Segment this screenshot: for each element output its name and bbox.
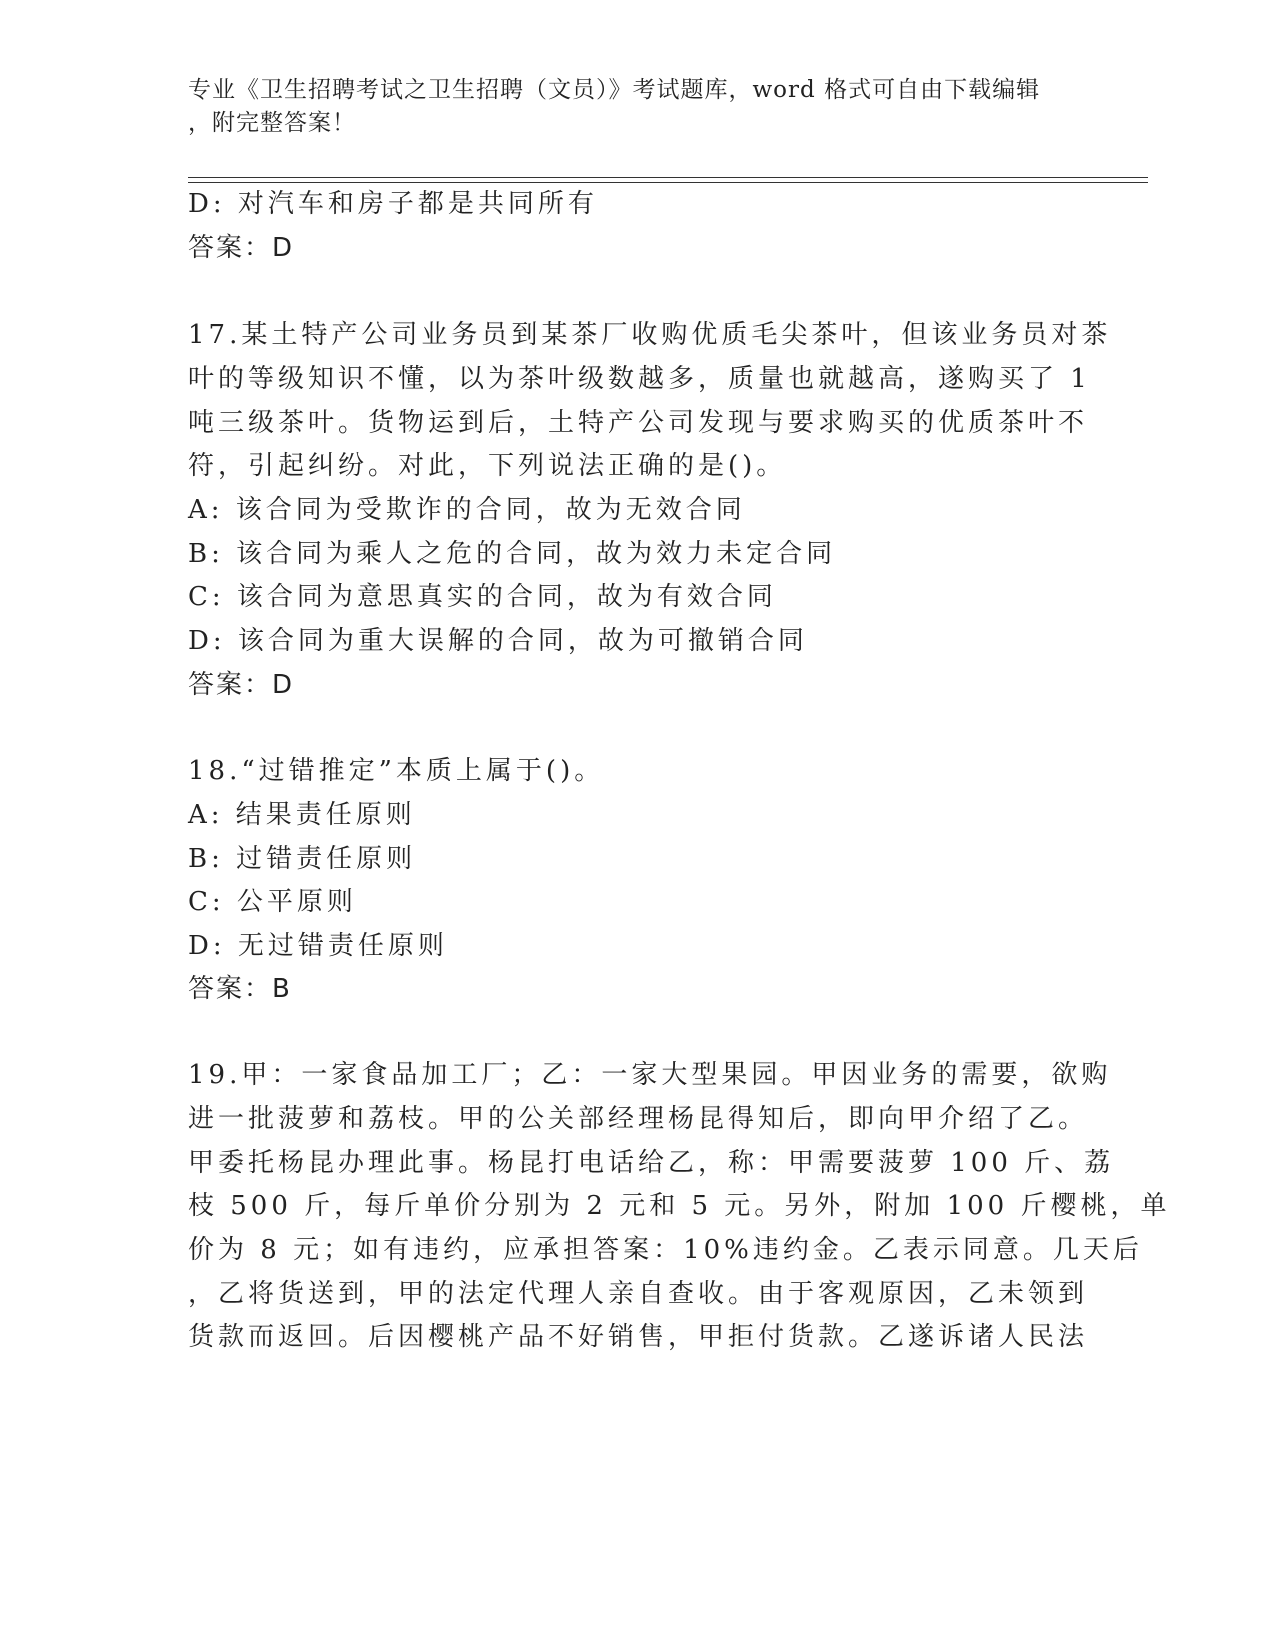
q17-option-d: D: 该合同为重大误解的合同，故为可撤销合同 (188, 626, 808, 656)
q18-option-a: A: 结果责任原则 (188, 800, 416, 830)
q17-option-a: A: 该合同为受欺诈的合同，故为无效合同 (188, 495, 746, 525)
q17-stem-line-4: 符，引起纠纷。对此，下列说法正确的是()。 (188, 451, 787, 481)
header-line-1: 专业《卫生招聘考试之卫生招聘（文员）》考试题库，word 格式可自由下载编辑 (188, 77, 1041, 103)
header-line-2: ，附完整答案！ (188, 110, 356, 136)
q19-stem-line-2: 进一批菠萝和荔枝。甲的公关部经理杨昆得知后，即向甲介绍了乙。 (188, 1104, 1089, 1134)
q19-stem-line-1: 19.甲：一家食品加工厂；乙：一家大型果园。甲因业务的需要，欲购 (188, 1060, 1112, 1090)
q19-stem-line-3: 甲委托杨昆办理此事。杨昆打电话给乙，称：甲需要菠萝 100 斤、荔 (188, 1148, 1115, 1178)
q18-option-d: D: 无过错责任原则 (188, 931, 448, 961)
prev-answer: 答案：D (188, 233, 295, 263)
header-divider-bottom (188, 182, 1148, 183)
q17-answer: 答案：D (188, 670, 295, 700)
prev-option-d: D: 对汽车和房子都是共同所有 (188, 189, 598, 219)
q19-stem-line-4: 枝 500 斤，每斤单价分别为 2 元和 5 元。另外，附加 100 斤樱桃，单 (188, 1191, 1171, 1221)
q17-stem-line-1: 17.某土特产公司业务员到某茶厂收购优质毛尖茶叶，但该业务员对茶 (188, 320, 1112, 350)
q19-stem-line-5: 价为 8 元；如有违约，应承担答案：10%违约金。乙表示同意。几天后 (188, 1235, 1143, 1265)
q18-option-c: C: 公平原则 (188, 887, 357, 917)
q18-option-b: B: 过错责任原则 (188, 844, 417, 874)
q17-stem-line-3: 吨三级茶叶。货物运到后，土特产公司发现与要求购买的优质茶叶不 (188, 408, 1089, 438)
q19-stem-line-6: ，乙将货送到，甲的法定代理人亲自查收。由于客观原因，乙未领到 (188, 1279, 1089, 1309)
document-header (188, 74, 1088, 140)
q17-stem-line-2: 叶的等级知识不懂，以为茶叶级数越多，质量也就越高，遂购买了 1 (188, 364, 1091, 394)
header-divider-top (188, 177, 1148, 178)
q17-option-c: C: 该合同为意思真实的合同，故为有效合同 (188, 582, 777, 612)
q17-option-b: B: 该合同为乘人之危的合同，故为效力未定合同 (188, 539, 837, 569)
q19-stem-line-7: 货款而返回。后因樱桃产品不好销售，甲拒付货款。乙遂诉诸人民法 (188, 1322, 1089, 1352)
q18-stem-line-1: 18.“过错推定”本质上属于()。 (188, 756, 605, 786)
q18-answer: 答案：B (188, 974, 292, 1004)
